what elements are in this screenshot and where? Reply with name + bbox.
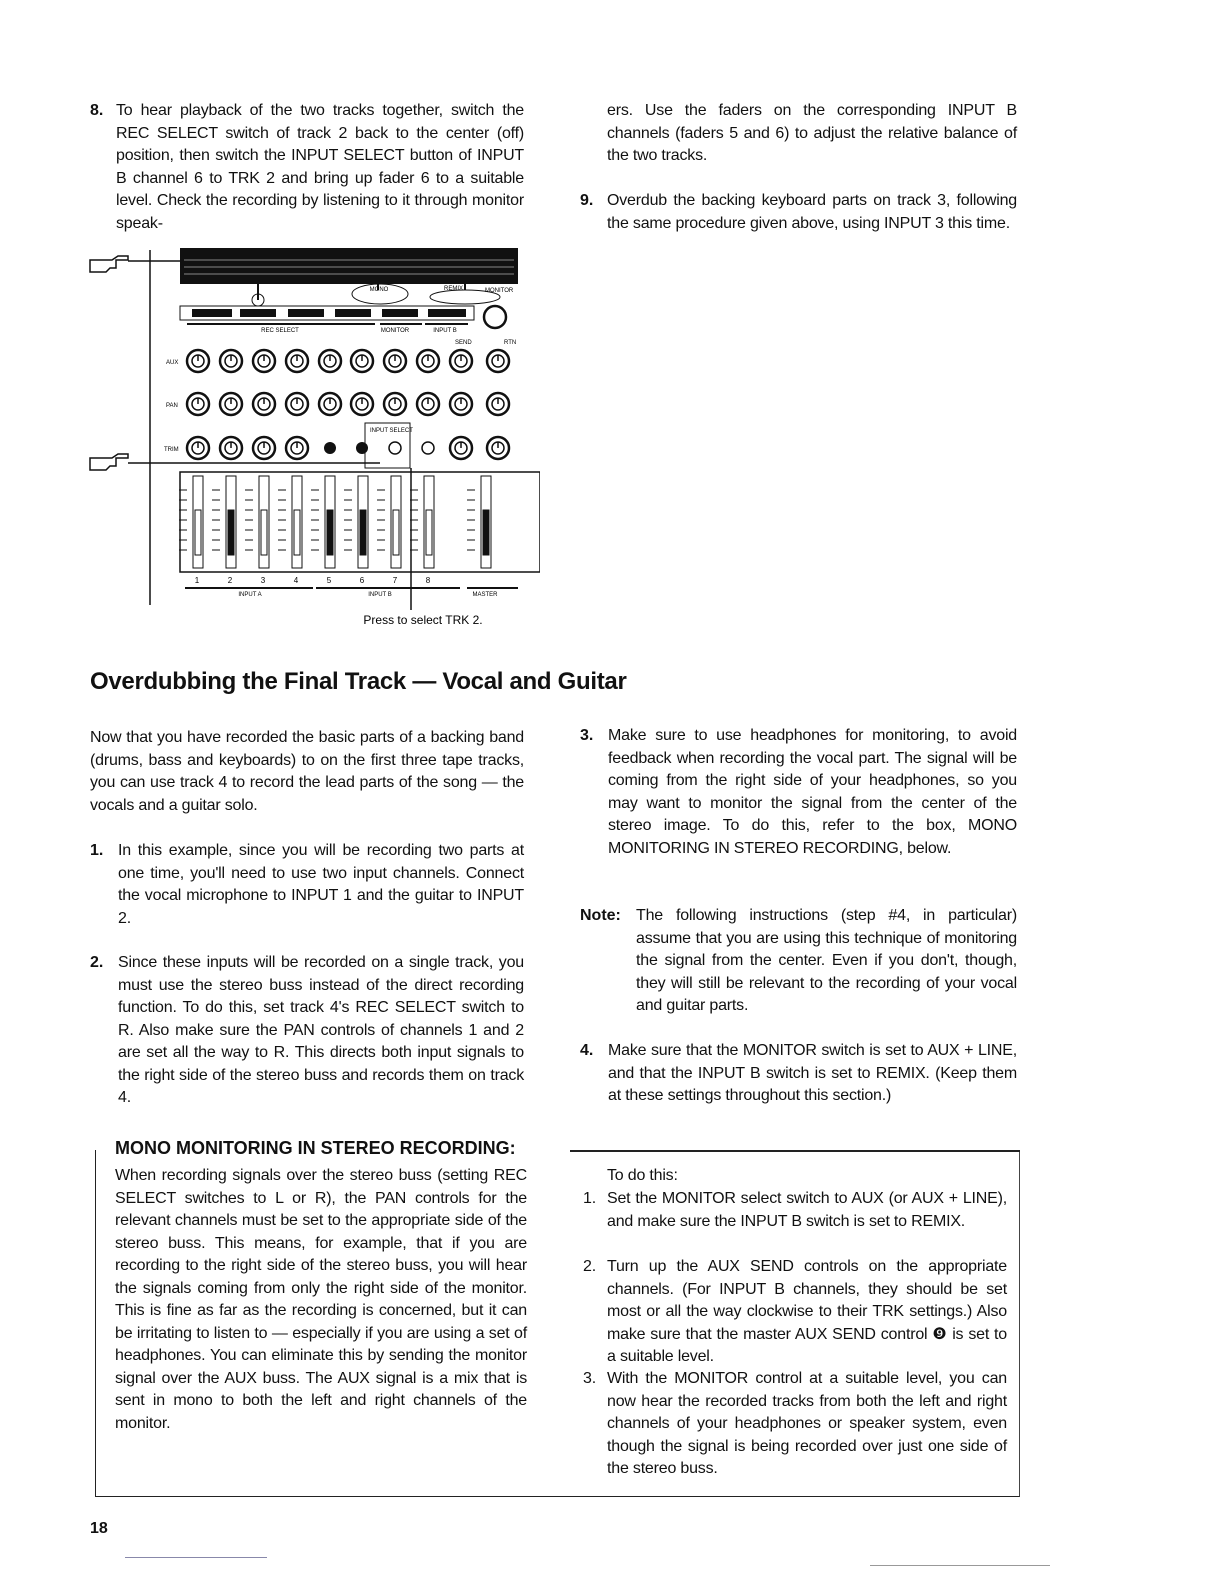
- step-3-number: 3.: [580, 727, 594, 744]
- trim-row-label: TRIM: [164, 447, 179, 453]
- knob-icon: [487, 437, 509, 459]
- monitor-label: MONITOR: [380, 328, 410, 334]
- channel-number: 4: [293, 576, 299, 585]
- channel-number: 1: [194, 576, 200, 585]
- knob-icon: [286, 437, 308, 459]
- aux-row-label: AUX: [166, 360, 179, 366]
- input-select-button: [324, 442, 336, 454]
- mixer-diagram: [80, 240, 540, 630]
- knob-icon: [417, 350, 439, 372]
- remix-label: REMIX: [444, 286, 464, 292]
- step-2-text: Since these inputs will be recorded on a single track, you must use the stereo buss instead of the direct recording function. To do this, set track 4's REC SELECT switch to R. Also make sure the PAN controls of channels 1 and 2 are set all the way to R. This directs both input signals to the right side of the stereo buss and records them on track 4.: [118, 954, 524, 1106]
- knob-icon: [384, 393, 406, 415]
- channel-number: 5: [326, 576, 332, 585]
- box-item-3-text: With the MONITOR control at a suitable level, you can now hear the recorded tracks from both the left and right channels of your headphones or speaker system, even though the signal is being recorded over just one side of the stereo buss.: [607, 1370, 1007, 1477]
- info-box-todo: To do this:: [607, 1167, 678, 1184]
- step-8-text-left: To hear playback of the two tracks together, switch the REC SELECT switch of track 2 back to the center (off) position, then switch the INPUT SELECT button of INPUT B channel 6 to TRK 2 and bring up fader 6 to a suitable level. Check the recording by listening to it through monitor speak-: [116, 102, 524, 232]
- channel-number: 8: [425, 576, 431, 585]
- box-item-1-number: 1.: [583, 1190, 596, 1207]
- knob-icon: [286, 350, 308, 372]
- info-box-body: When recording signals over the stereo buss (setting REC SELECT switches to L or R), the PAN controls for the relevant channels must be set to the appropriate side of the stereo buss. This means, for example, that if you are recording to the right side of the stereo buss, you will hear the signals coming from only the right side of the monitor. This is fine as far as the recording is concerned, but it can be irritating to listen to — especially if you are using a set of headphones. You can eliminate this by sending the monitor signal over the AUX buss. The AUX signal is a mix that is sent in mono to both the left and right channels of the monitor.: [115, 1167, 527, 1432]
- footer-rule: [125, 1557, 267, 1558]
- knob-icon: [220, 393, 242, 415]
- channel-number: 6: [359, 576, 365, 585]
- input-a-group-label: INPUT A: [238, 592, 262, 598]
- monitor-knob-label: MONITOR: [485, 288, 514, 294]
- channel-number: 7: [392, 576, 398, 585]
- knob-icon: [253, 393, 275, 415]
- knob-icon: [417, 393, 439, 415]
- knob-icon: [187, 437, 209, 459]
- box-item-1-text: Set the MONITOR select switch to AUX (or AUX + LINE), and make sure the INPUT B switch is set to REMIX.: [607, 1190, 1007, 1230]
- step-1-number: 1.: [90, 842, 104, 859]
- note-text: The following instructions (step #4, in particular) assume that you are using this technique of monitoring the signal from the center. Even if you don't, though, they will still be relevant to the recording of your vocal and guitar parts.: [636, 907, 1017, 1014]
- mono-label: MONO: [369, 287, 389, 293]
- channel-number: 2: [227, 576, 233, 585]
- send-label: SEND: [455, 340, 472, 346]
- knob-icon: [220, 437, 242, 459]
- pan-row-label: PAN: [166, 403, 178, 409]
- step-9-text: Overdub the backing keyboard parts on track 3, following the same procedure given above, using INPUT 3 this time.: [607, 192, 1017, 232]
- step-1-text: In this example, since you will be recording two parts at one time, you'll need to use two input channels. Connect the vocal microphone to INPUT 1 and the guitar to INPUT 2.: [118, 842, 524, 927]
- rtn-label: RTN: [504, 340, 517, 346]
- info-box-top-border: [570, 1150, 1020, 1152]
- step-9-number: 9.: [580, 192, 594, 209]
- info-box-title: MONO MONITORING IN STEREO RECORDING:: [115, 1138, 522, 1159]
- knob-icon: [450, 437, 472, 459]
- footer-rule: [870, 1565, 1050, 1566]
- section-heading: Overdubbing the Final Track — Vocal and Guitar: [90, 668, 627, 695]
- box-item-2-text: Turn up the AUX SEND controls on the appropriate channels. (For INPUT B channels, they should be set most or all the way clockwise to their TRK settings.) Also make sure that the master AUX SEND control ❾ is set to a suitable level.: [607, 1258, 1007, 1365]
- input-select-button: [422, 442, 434, 454]
- knob-icon: [187, 393, 209, 415]
- knob-icon: [450, 393, 472, 415]
- note-label: Note:: [580, 907, 621, 924]
- input-b-group-label: INPUT B: [368, 592, 392, 598]
- knob-icon: [286, 393, 308, 415]
- step-3-text: Make sure to use headphones for monitoring, to avoid feedback when recording the vocal part. The signal will be coming from the right side of your headphones, so you may want to monitor the signal from the center of the stereo image. To do this, refer to the box, MONO MONITORING IN STEREO RECORDING, below.: [608, 727, 1017, 857]
- input-b-label: INPUT B: [433, 328, 457, 334]
- step-8-number: 8.: [90, 102, 104, 119]
- knob-icon: [220, 350, 242, 372]
- knob-icon: [351, 393, 373, 415]
- knob-icon: [487, 350, 509, 372]
- diagram-caption: Press to select TRK 2.: [363, 613, 483, 627]
- knob-icon: [319, 393, 341, 415]
- step-4-number: 4.: [580, 1042, 594, 1059]
- step-2-number: 2.: [90, 954, 104, 971]
- box-item-3-number: 3.: [583, 1370, 596, 1387]
- input-select-button: [389, 442, 401, 454]
- knob-icon: [187, 350, 209, 372]
- knob-icon: [384, 350, 406, 372]
- step-8-text-right: ers. Use the faders on the corresponding INPUT B channels (faders 5 and 6) to adjust the relative balance of the two tracks.: [607, 102, 1017, 164]
- rec-select-label: REC SELECT: [261, 328, 299, 334]
- intro-paragraph: Now that you have recorded the basic parts of a backing band (drums, bass and keyboards) to on the first three tape tracks, you can use track 4 to record the lead parts of the song — the vocals and a guitar solo.: [90, 729, 524, 814]
- knob-icon: [253, 350, 275, 372]
- knob-icon: [487, 393, 509, 415]
- master-label: MASTER: [472, 592, 498, 598]
- input-select-label: INPUT SELECT: [370, 428, 413, 434]
- input-select-button: [356, 442, 368, 454]
- step-4-text: Make sure that the MONITOR switch is set to AUX + LINE, and that the INPUT B switch is set to REMIX. (Keep them at these settings throughout this section.): [608, 1042, 1017, 1104]
- knob-grid: [187, 350, 509, 459]
- knob-icon: [351, 350, 373, 372]
- box-item-2-number: 2.: [583, 1258, 596, 1275]
- page-number: 18: [90, 1520, 108, 1537]
- pointer-hand-icon: [90, 256, 128, 272]
- knob-icon: [319, 350, 341, 372]
- knob-icon: [450, 350, 472, 372]
- channel-number: 3: [260, 576, 266, 585]
- pointer-hand-icon: [90, 454, 128, 470]
- knob-icon: [253, 437, 275, 459]
